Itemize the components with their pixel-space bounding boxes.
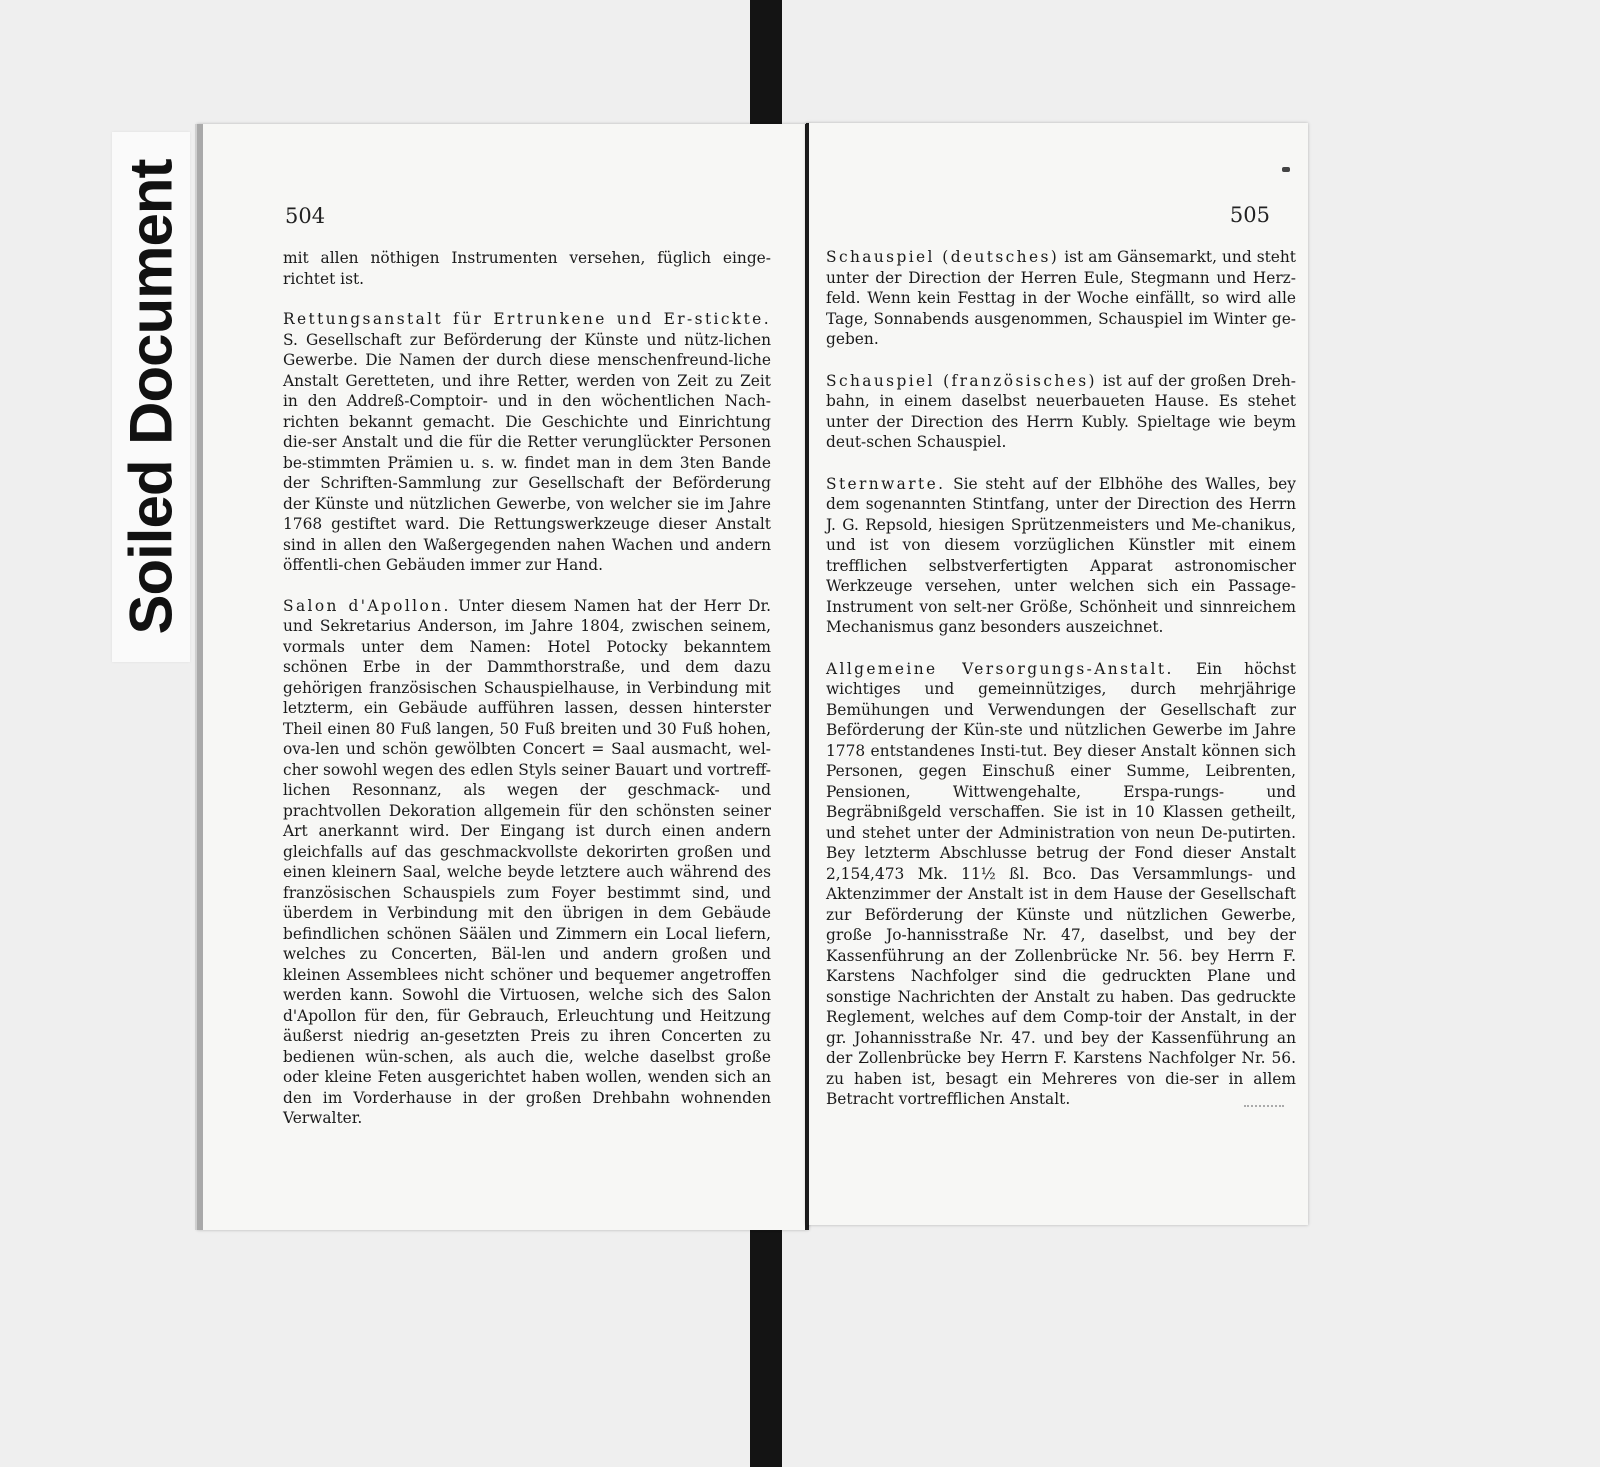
paragraph-text: ist auf der großen Dreh-bahn, in einem daselbst neuerbaueten Hause. Es stehet unter der Direction des Herrn Kubly. Spieltage wie beym deut-schen Schauspiel. [826, 371, 1296, 451]
paragraph [826, 371, 1296, 453]
paragraph [826, 474, 1296, 638]
paragraph-heading: Salon d'Apollon. [283, 596, 451, 615]
page-gutter [806, 123, 809, 1225]
paragraph-heading: Allgemeine Versorgungs-Anstalt. [826, 659, 1174, 678]
paragraph-heading: Rettungsanstalt für Ertrunkene und Er-stickte. [283, 310, 771, 328]
page-number: 505 [1229, 203, 1270, 227]
soiled-document-label: Soiled Document [117, 159, 185, 635]
paragraph-text: ist am Gänsemarkt, und steht unter der Direction der Herren Eule, Stegmann und Herz-feld. Wenn kein Festtag in der Woche einfällt, so wird alle Tage, Sonnabends ausgenommen, Schauspiel im Winter ge-geben. [826, 248, 1296, 348]
left-page [197, 124, 809, 1230]
page-text [826, 247, 1296, 1110]
page-number: 504 [285, 204, 326, 228]
paragraph-heading: Schauspiel (deutsches) [826, 248, 1060, 266]
ink-smudge [1244, 1095, 1284, 1107]
paragraph-text: Unter diesem Namen hat der Herr Dr. und Sekretarius Anderson, im Jahre 1804, zwischen seinem, vormals unter dem Namen: Hotel Potocky bekanntem schönen Erbe in der Dammthorstraße, und dem dazu gehörigen französischen Schauspielhause, in Verbindung mit letzterm, ein Gebäude aufführen lassen, dessen hinterster Theil einen 80 Fuß langen, 50 Fuß breiten und 30 Fuß hohen, ova-len und schön gewölbten Concert = Saal ausmacht, wel-cher sowohl wegen des edlen Styls seiner Bauart und vortreff-lichen Resonnanz, als wegen der geschmack- und prachtvollen Dekoration allgemein für den schönsten seiner Art anerkannt wird. Der Eingang ist durch einen andern gleichfalls auf das geschmackvollste dekorirten großen und einen kleinern Saal, welche beyde letztere auch während des französischen Schauspiels zum Foyer bestimmt sind, und überdem in Verbindung mit den übrigen in dem Gebäude befindlichen schönen Säälen und Zimmern ein Local liefern, welches zu Concerten, Bäl-len und andern großen und kleinen Assemblees nicht schöner und bequemer angetroffen werden kann. Sowohl die Virtuosen, welche sich des Salon d'Apollon für den, für Gebrauch, Erleuchtung und Heitzung äußerst niedrig an-gesetzten Preis zu ihren Concerten zu bedienen wün-schen, als auch die, welche daselbst große oder kleine Feten ausgerichtet haben wollen, wenden sich an den im Vorderhause in der großen Drehbahn wohnenden Verwalter. [283, 596, 772, 1127]
paragraph-text: mit allen nöthigen Instrumenten versehen, füglich einge-richtet ist. [283, 249, 771, 288]
page-text [283, 248, 771, 1129]
paragraph-heading: Sternwarte. [826, 474, 946, 493]
paragraph-heading: Schauspiel (französisches) [826, 371, 1097, 390]
paragraph-text: S. Gesellschaft zur Beförderung der Künste und nütz-lichen Gewerbe. Die Namen der durch diese menschenfreund-liche Anstalt Geretteten, und ihre Retter, werden von Zeit zu Zeit in den Addreß-Comptoir- und in den wöchentlichen Nach-richten bekannt gemacht. Die Geschichte und Einrichtung die-ser Anstalt und die für die Retter verunglückter Personen be-stimmten Prämien u. s. w. findet man in dem 3ten Bande der Schriften-Sammlung zur Gesellschaft der Beförderung der Künste und nützlichen Gewerbe, von welcher sie im Jahre 1768 gestiftet ward. Die Rettungswerkzeuge dieser Anstalt sind in allen den Waßergegenden nahen Wachen und andern öffentli-chen Gebäuden immer zur Hand. [283, 330, 771, 574]
paragraph-text: Ein höchst wichtiges und gemeinnütziges, durch mehrjährige Bemühungen und Verwendungen der Gesellschaft zur Beförderung der Kün-ste und nützlichen Gewerbe im Jahre 1778 entstandenes Insti-tut. Bey dieser Anstalt können sich Personen, gegen Einschuß einer Summe, Leibrenten, Pensionen, Wittwengehalte, Erspa-rungs- und Begräbnißgeld verschaffen. Sie ist in 10 Klassen getheilt, und stehet unter der Administration von neun De-putirten. Bey letzterm Abschlusse betrug der Fond dieser Anstalt 2,154,473 Mk. 11½ ßl. Bco. Das Versammlungs- und Aktenzimmer der Anstalt ist in dem Hause der Gesellschaft zur Beförderung der Künste und nützlichen Gewerbe, große Jo-hannisstraße Nr. 47, daselbst, und bey der Kassenführung an der Zollenbrücke Nr. 56. bey Herrn F. Karstens Nachfolger sind die gedruckten Plane und sonstige Nachrichten der Anstalt zu haben. Das gedruckte Reglement, welches auf dem Comp-toir der Anstalt, in der gr. Johannisstraße Nr. 47. und bey der Kassenführung an der Zollenbrücke bey Herrn F. Karstens Nachfolger Nr. 56. zu haben ist, besagt ein Mehreres von die-ser in allem Betracht vortrefflichen Anstalt. [826, 659, 1296, 1108]
right-page [806, 123, 1308, 1225]
paragraph-text: Sie steht auf der Elbhöhe des Walles, bey dem sogenannten Stintfang, unter der Direction des Herrn J. G. Repsold, hiesigen Sprützenmeisters und Me-chanikus, und ist von diesem vorzüglichen Künstler mit einem trefflichen selbstverfertigten Apparat astronomischer Werkzeuge versehen, unter welchen sich ein Passage-Instrument von selt-ner Größe, Schönheit und sinnreichem Mechanismus ganz besonders auszeichnet. [826, 474, 1296, 636]
paragraph [283, 596, 771, 1129]
paragraph [826, 247, 1296, 350]
paragraph [283, 248, 771, 289]
paragraph [283, 309, 771, 576]
paragraph [826, 659, 1296, 1110]
ink-mark [1282, 167, 1290, 172]
